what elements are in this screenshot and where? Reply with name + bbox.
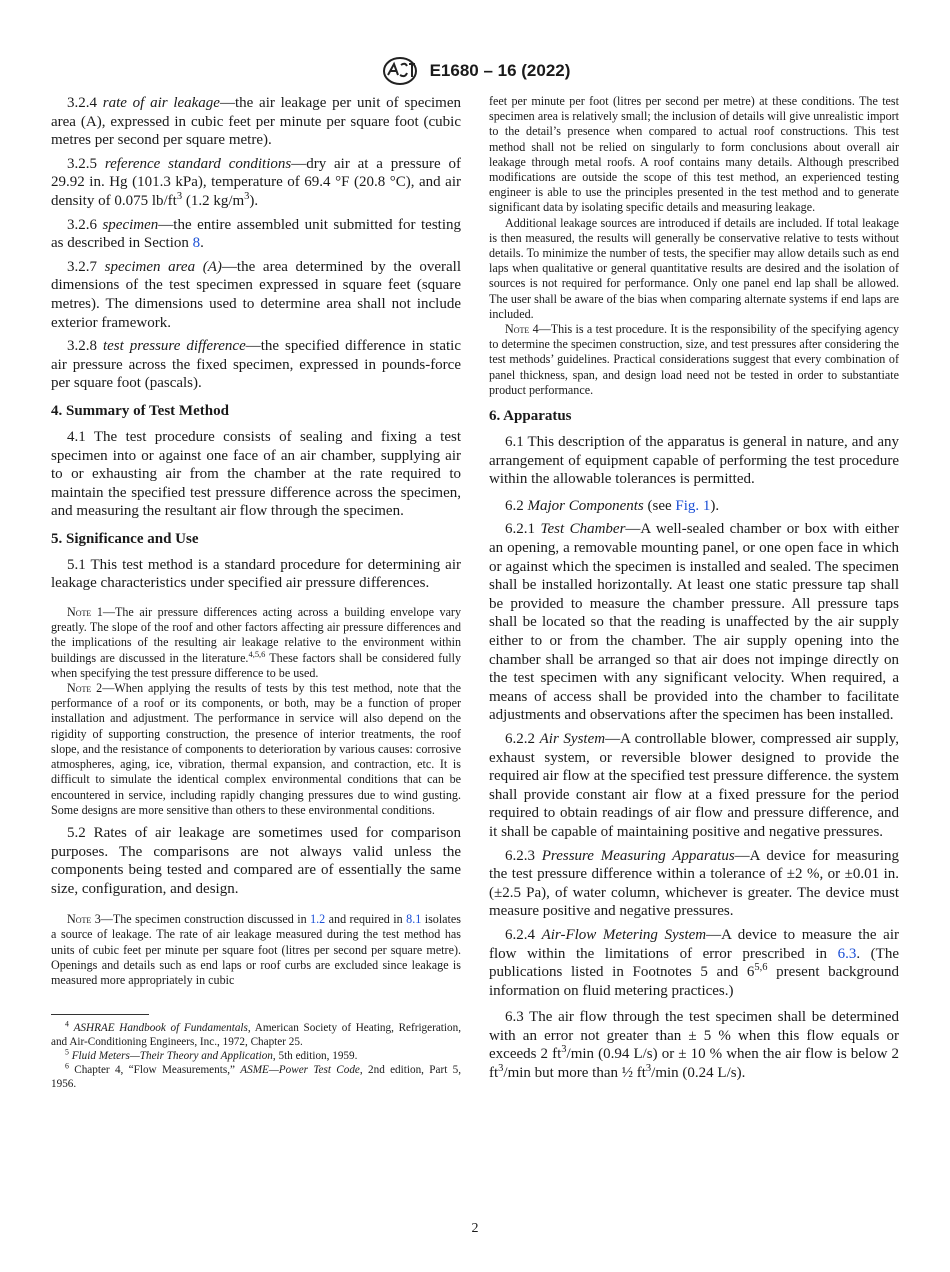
note-3-paragraph-2: Additional leakage sources are introduced if details are included. If total leakage is then measured, the results will generally be conservative relative to tests without details. To minimize the number of tests, the specifier may allow details such as end laps when qualitative or general quantitative results are desired and the isolation of sources is not required for performance. Only one panel end lap shall be allowed. The user shall be aware of the bias when comparing alternate systems if end laps are included.	[489, 215, 899, 321]
section-8-1-link[interactable]: 8.1	[406, 912, 422, 927]
footnote-5: $^5$ Fluid Meters—Their Theory and Application, 5th edition, 1959.	[65, 1047, 358, 1063]
document-title: E1680 – 16 (2022)	[429, 61, 571, 80]
definition-3-2-5: 3.2.5 reference standard conditions—dry air at a pressure of 29.92 in. Hg (101.3 kPa), temperature of 69.4 °F (20.8 °C), and air density of 0.075 $lb/ft^3$ (1.2 $kg/m^3$).	[51, 155, 461, 209]
footnote-divider	[51, 1014, 149, 1015]
paragraph-4-1: 4.1 The test procedure consists of sealing and fixing a test specimen into or against one face of an air chamber, supplying air to or exhausting air from the chamber at the rate required to maintain the specified test pressure difference across the specimen, and measuring the resultant air flow through the specimen.	[51, 428, 461, 520]
section-6-heading: 6. Apparatus	[489, 408, 572, 425]
astm-logo-icon	[380, 56, 420, 86]
section-4-heading: 4. Summary of Test Method	[51, 402, 229, 419]
left-column	[51, 94, 461, 1091]
note-1: Note 1—The air pressure differences acting across a building envelope vary greatly. The slope of the roof and other factors affecting air pressure differences and the implications of the resulting air leakage relative to the environment within buildings are discussed in the literature.$^{4,5,6}$ These factors shall be considered fully when specifying the test pressure difference to be used.	[51, 605, 462, 680]
section-1-2-link[interactable]: 1.2	[310, 912, 326, 927]
page-header	[0, 56, 950, 86]
paragraph-5-2: 5.2 Rates of air leakage are sometimes used for comparison purposes. The comparisons are not always valid unless the components being tested and compared are of essentially the same size, configuration, and design.	[51, 824, 461, 897]
paragraph-6-2: 6.2 Major Components (see Fig. 1).	[505, 497, 720, 514]
section-8-link[interactable]: 8	[192, 235, 201, 252]
page-number: 2	[471, 1221, 479, 1236]
definition-3-2-6: 3.2.6 specimen—the entire assembled unit submitted for testing as described in Section 8.	[51, 216, 461, 252]
paragraph-6-3: 6.3 The air flow through the test specimen shall be determined with an error not greater than ± 5 % when this flow equals or exceeds 2 $ft^3/\min$ (0.94 L/s) or ± 10 % when the air flow is below 2 $ft^3/\min$ but more than ½ $ft^3/\min$ (0.24 L/s).	[489, 1009, 899, 1082]
definition-3-2-8: 3.2.8 test pressure difference—the specified difference in static air pressure across the fixed specimen, expressed in pounds-force per square foot (pascals).	[51, 338, 461, 392]
note-4: Note 4—This is a test procedure. It is the responsibility of the specifying agency to determine the specimen construction, size, and test pressures after considering the test methods’ guidelines. Practical considerations suggest that every combination of panel thickness, span, and design load need not be tested in order to substantiate product performance.	[489, 322, 900, 397]
footnote-4: $^4$ ASHRAE Handbook of Fundamentals, American Society of Heating, Refrigeration, and Air-Conditioning Engineers, Inc., 1972, Chapter 25.	[51, 1019, 462, 1049]
paragraph-5-1: 5.1 This test method is a standard procedure for determining air leakage characteristics under specified air pressure differences.	[51, 556, 461, 592]
paragraph-6-2-1: 6.2.1 Test Chamber—A well-sealed chamber or box with either an opening, a removable mounting panel, or one open face in which or against which the specimen is installed and sealed. The specimen shall be installed horizontally. At least one static pressure tap shall be provided to measure the chamber pressure. All pressure taps shall be located so that the reading is unaffected by the air supply either to or from the chamber. The air supply opening into the chamber shall be arranged so that air does not impinge directly on the test specimen with any significant velocity. When required, a means of access shall be provided into the chamber to facilitate adjustments and observations after the specimen has been installed.	[489, 521, 900, 724]
section-6-3-link[interactable]: 6.3	[837, 945, 857, 962]
footnote-6: $^6$ Chapter 4, “Flow Measurements,” ASME—Power Test Code, 2nd edition, Part 5, 1956.	[51, 1061, 462, 1091]
note-2: Note 2—When applying the results of tests by this test method, note that the performance of a roof or its components, or both, may be a function of proper installation and adjustment. The performance in service will also depend on the rigidity of supporting construction, the presence of interior treatments, the roof slope, and the resistance of components to deterioration by various causes: corrosive atmospheres, aging, ice, vibration, thermal expansion, and contraction, etc. It is difficult to simulate the identical complex environmental conditions that can be encountered in service, including rapidly changing pressures due to wind gusting. Some designs are more sensitive than others to these environmental conditions.	[51, 681, 461, 817]
note-3: Note 3—The specimen construction discussed in 1.2 and required in 8.1 isolates a source of leakage. The rate of air leakage measured during the test method has units of cubic feet per minute per square foot (litres per second per square metre). Openings and details such as end laps or roof curbs are excluded since leakage is measured more appropriately in cubic	[51, 912, 461, 988]
definition-3-2-4: 3.2.4 rate of air leakage—the air leakage per unit of specimen area (A), expressed in cubic feet per minute per square foot (cubic metres per second per square metre).	[51, 95, 462, 149]
definition-3-2-7: 3.2.7 specimen area (A)—the area determined by the overall dimensions of the test specimen expressed in square feet (square metres). The dimensions used to determine area shall not include exterior framework.	[51, 258, 461, 331]
section-5-heading: 5. Significance and Use	[51, 530, 199, 547]
paragraph-6-1: 6.1 This description of the apparatus is general in nature, and any arrangement of equipment capable of performing the test procedure within the allowable tolerances is permitted.	[489, 434, 899, 488]
figure-1-link[interactable]: Fig. 1	[675, 497, 711, 514]
paragraph-6-2-2: 6.2.2 Air System—A controllable blower, compressed air supply, exhaust system, or reversible blower designed to provide the required air flow at the specified test pressure difference. the system shall provide constant air flow at a fixed pressure for the period required to obtain readings of air flow and pressure difference, and it shall be capable of maintaining positive and negative pressures.	[489, 730, 899, 840]
paragraph-6-2-4: 6.2.4 Air-Flow Metering System—A device to measure the air flow within the limitations of error prescribed in 6.3. (The publications listed in Footnotes 5 and 6$^{5,6}$ present background information on fluid metering practices.)	[489, 926, 899, 999]
right-column	[489, 94, 899, 1088]
note-3-continued: feet per minute per foot (litres per second per metre) at these conditions. The test specimen area is relatively small; the inclusion of details will give unrealistic import to the detail’s presence when compared to actual roof constructions. This test method shall not be relied on singularly to form conclusions about overall air leakage through metal roofs. A roof contains many details. Although prescribed modifications are outside the scope of this test method, an experienced testing engineer is able to use the principles presented in the test method and to generate significant data by isolating specific details and measuring leakage.	[489, 94, 899, 215]
paragraph-6-2-3: 6.2.3 Pressure Measuring Apparatus—A device for measuring the test pressure difference within a tolerance of ±2 %, or ±0.01 in. (±2.5 Pa), of water column, whichever is greater. The device must measure positive and negative pressures.	[489, 847, 900, 920]
